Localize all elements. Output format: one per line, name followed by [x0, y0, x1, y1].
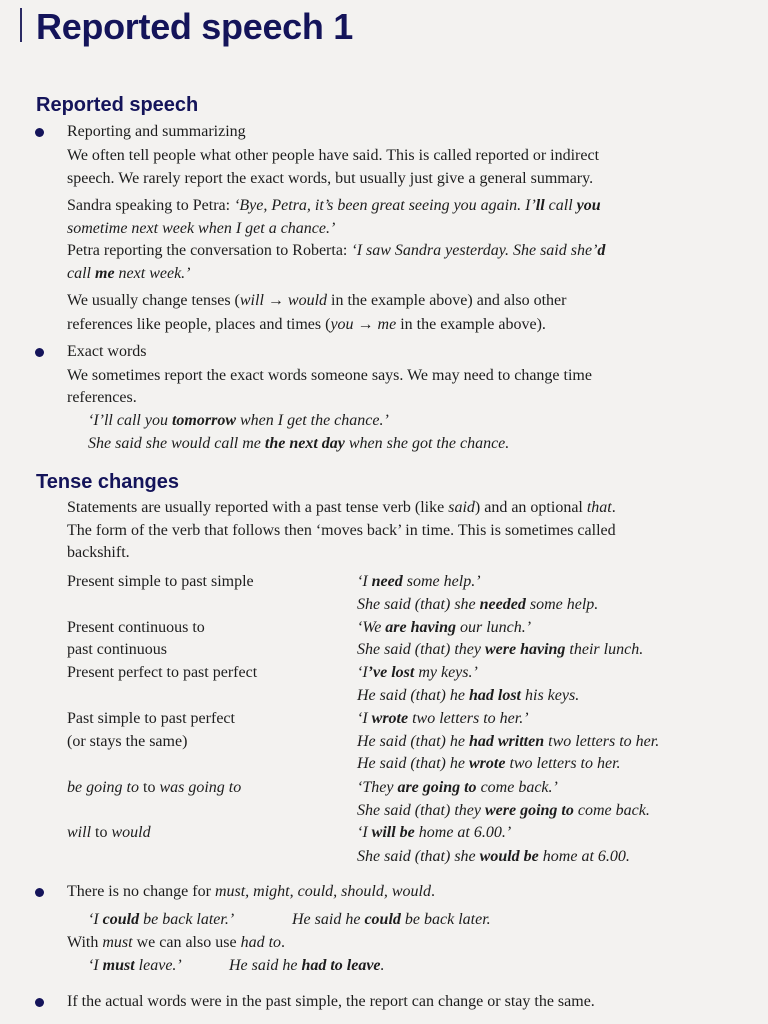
tense-label: Present continuous to — [67, 619, 205, 636]
past-simple-note: If the actual words were in the past simple, the report can change or stay the same. — [67, 993, 595, 1010]
paragraph-line: Statements are usually reported with a past tense verb (like said) and an optional that. — [67, 499, 616, 516]
example-petra-cont: call me next week.’ — [67, 265, 191, 282]
tense-label: will to would — [67, 824, 151, 841]
heading-tense-changes: Tense changes — [36, 471, 180, 493]
paragraph-line: backshift. — [67, 544, 130, 561]
tense-label: Past simple to past perfect — [67, 710, 235, 727]
paragraph-line: We often tell people what other people have said. This is called reported or indirect — [67, 147, 600, 164]
paragraph-line: We sometimes report the exact words someone says. We may need to change time — [67, 367, 592, 384]
direct-example: ‘They are going to come back.’ — [357, 779, 558, 796]
title-bar-accent — [20, 8, 22, 42]
tense-label: Present simple to past simple — [67, 573, 254, 590]
tense-label: be going to to was going to — [67, 779, 242, 796]
direct-example: ‘I wrote two letters to her.’ — [357, 710, 529, 727]
reported-example: She said (that) she needed some help. — [357, 596, 599, 613]
reported-example: He said he had to leave. — [229, 957, 385, 974]
tense-change-note: We usually change tenses (will → would in the example above) and also other — [67, 292, 567, 309]
bullet-icon — [35, 998, 44, 1007]
direct-example: ‘We are having our lunch.’ — [357, 619, 532, 636]
must-note: With must we can also use had to. — [67, 934, 286, 951]
reported-example: She said (that) she would be home at 6.00. — [357, 848, 630, 865]
direct-example: ‘I could be back later.’ — [88, 911, 235, 928]
bullet-icon — [35, 128, 44, 137]
reference-change-note: references like people, places and times (you → me in the example above). — [67, 316, 546, 333]
reported-example: He said (that) he wrote two letters to her. — [357, 755, 621, 772]
example-sandra: Sandra speaking to Petra: ‘Bye, Petra, it’s been great seeing you again. I’ll call you — [67, 197, 601, 214]
direct-example: ‘I need some help.’ — [357, 573, 481, 590]
paragraph-line: The form of the verb that follows then ‘moves back’ in time. This is sometimes called — [67, 522, 616, 539]
bullet-icon — [35, 888, 44, 897]
example-sandra-cont: sometime next week when I get a chance.’ — [67, 220, 336, 237]
reported-example: She said (that) they were going to come back. — [357, 802, 650, 819]
reported-example: He said (that) he had lost his keys. — [357, 687, 580, 704]
tense-label: Present perfect to past perfect — [67, 664, 258, 681]
direct-example: ‘I must leave.’ — [88, 957, 182, 974]
paragraph-line: speech. We rarely report the exact words, but usually just give a general summary. — [67, 170, 594, 187]
tense-label: past continuous — [67, 641, 167, 658]
tense-label: (or stays the same) — [67, 733, 188, 750]
bullet-icon — [35, 348, 44, 357]
modal-note: There is no change for must, might, could, should, would. — [67, 883, 435, 900]
reported-example: She said (that) they were having their lunch. — [357, 641, 644, 658]
direct-example: ‘I will be home at 6.00.’ — [357, 824, 512, 841]
heading-reported-speech: Reported speech — [36, 94, 199, 116]
bullet-label-exact: Exact words — [67, 343, 147, 360]
page-title: Reported speech 1 — [36, 6, 354, 47]
bullet-label-reporting: Reporting and summarizing — [67, 123, 246, 140]
paragraph-line: references. — [67, 389, 137, 406]
example-petra: Petra reporting the conversation to Roberta: ‘I saw Sandra yesterday. She said she’d — [67, 242, 606, 259]
reported-example: He said (that) he had written two letters to her. — [357, 733, 660, 750]
direct-example: ‘I’ve lost my keys.’ — [357, 664, 478, 681]
example-reported: She said she would call me the next day when she got the chance. — [88, 435, 510, 452]
reported-example: He said he could be back later. — [292, 911, 491, 928]
example-direct: ‘I’ll call you tomorrow when I get the chance.’ — [88, 412, 389, 429]
